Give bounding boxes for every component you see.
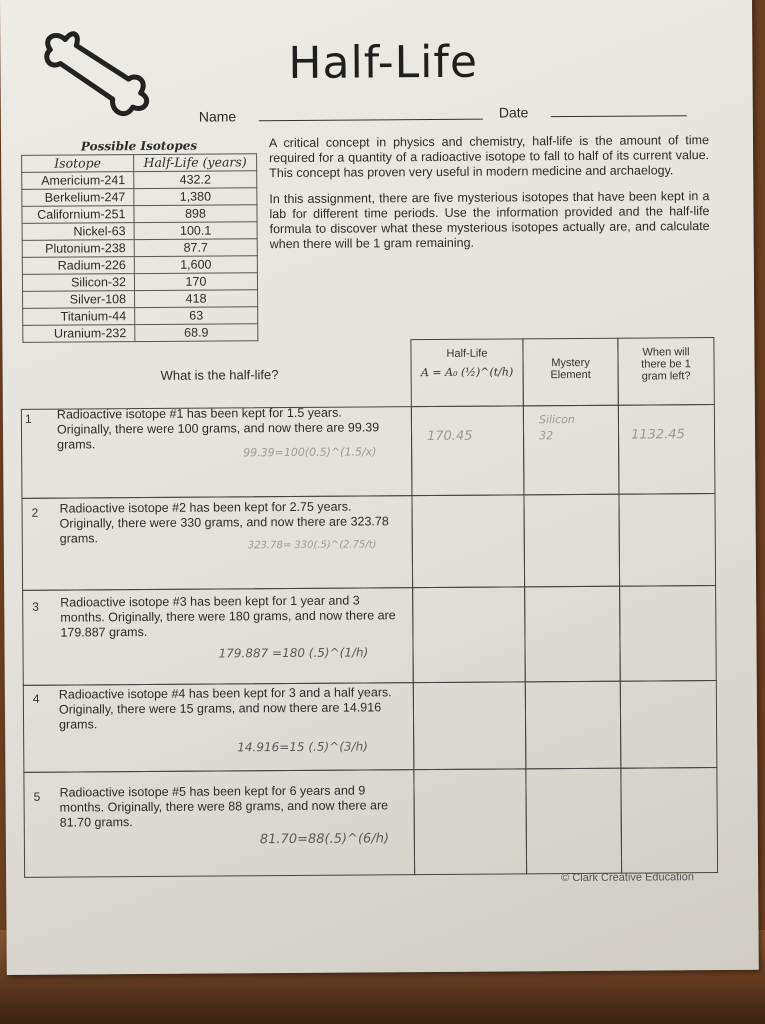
isotope-halflife: 1,600 [134, 256, 257, 274]
handwritten-work: 14.916=15 (.5)^(3/h) [237, 739, 368, 755]
question-row-5 [23, 777, 718, 878]
handwritten-work: 99.39=100(0.5)^(1.5/x) [243, 445, 377, 460]
question-text: Radioactive isotope #4 has been kept for 3 and a half years. Originally, there were 15 grams, and now there are 14.916 grams. [58, 685, 392, 732]
element-answer-cell-2[interactable] [523, 494, 620, 588]
isotope-name: Radium-226 [22, 257, 134, 275]
isotope-name: Plutonium-238 [22, 240, 134, 258]
handwritten-work: 179.887 =180 (.5)^(1/h) [218, 645, 369, 661]
element-answer-cell-4[interactable] [525, 681, 622, 770]
halflife-header-cell [410, 338, 523, 407]
handwritten-work: 81.70=88(.5)^(6/h) [259, 831, 390, 848]
question-text: Radioactive isotope #5 has been kept for 6 years and 9 months. Originally, there were 88 grams, and now there are 81.70 grams. [59, 783, 389, 830]
element-answer-cell-5-body[interactable] [525, 778, 622, 875]
question-number: 4 [32, 691, 40, 706]
when-header: When will there be 1 gram left? [641, 346, 691, 383]
handwritten-work: 323.78= 330(.5)^(2.75/t) [247, 539, 377, 552]
halflife-answer-cell-2[interactable] [411, 494, 525, 588]
page-title: Half-Life [288, 36, 479, 89]
when-answer-cell-3[interactable] [619, 585, 717, 682]
handwritten-when: 1132.45 [631, 427, 685, 443]
bone-icon [40, 21, 156, 122]
mystery-header: Mystery Element [550, 356, 591, 382]
isotope-table-caption: Possible Isotopes [21, 137, 256, 155]
question-number: 1 [24, 411, 32, 426]
halflife-answer-cell-3[interactable] [412, 586, 526, 683]
isotope-name: Americium-241 [22, 172, 134, 190]
isotope-halflife: 432.2 [134, 171, 257, 189]
mystery-header-cell [522, 338, 618, 407]
intro-paragraph-2: In this assignment, there are five mysterious isotopes that have been kept in a lab for different time periods. Use the information provided and the half-life formula to discover what these mysterious isotopes actually are, and calculate when there will be 1 gram remaining. [269, 189, 710, 252]
isotope-halflife: 100.1 [134, 222, 257, 240]
halflife-answer-cell-4[interactable] [413, 681, 527, 770]
table-row [22, 188, 257, 207]
question-text: Radioactive isotope #2 has been kept for 2.75 years. Originally, there were 330 grams, and now there are 323.78 grams. [59, 499, 389, 546]
questions-table [20, 337, 717, 782]
handwritten-element: Silicon 32 [538, 412, 575, 443]
isotope-name: Silver-108 [23, 291, 135, 309]
question-header: What is the half-life? [160, 367, 279, 383]
isotope-name: Nickel-63 [22, 223, 134, 241]
halflife-header: Half-Life [446, 347, 488, 360]
date-label: Date [498, 104, 529, 121]
name-label: Name [198, 108, 237, 125]
table-row [22, 256, 257, 275]
name-blank[interactable] [259, 119, 483, 122]
when-answer-cell-4[interactable] [620, 680, 718, 769]
when-header-cell [617, 337, 714, 406]
date-blank[interactable] [551, 115, 687, 117]
isotope-table [21, 137, 258, 343]
when-answer-cell-2[interactable] [618, 493, 716, 587]
isotope-halflife: 63 [135, 307, 258, 325]
question-number: 5 [33, 789, 41, 804]
isotope-column-header: Isotope [22, 155, 134, 173]
when-answer-cell-5-body[interactable] [620, 777, 718, 874]
table-row [23, 290, 258, 309]
halflife-formula: A = A₀ (½)^(t/h) [420, 365, 514, 380]
intro-paragraph-1: A critical concept in physics and chemistry, half-life is the amount of time required for a quantity of a radioactive isotope to fall to half of its current value. This concept has proven very useful in modern medicine and archaelogy. [268, 133, 710, 181]
halflife-answer-cell-1[interactable] [411, 405, 525, 496]
table-row [23, 307, 258, 326]
isotope-name: Californium-251 [22, 206, 134, 224]
isotope-halflife: 898 [134, 205, 257, 223]
table-row [22, 239, 257, 258]
halflife-column-header: Half-Life (years) [134, 154, 257, 172]
isotope-name: Titanium-44 [23, 308, 135, 326]
table-row [22, 273, 257, 292]
copyright-credit: © Clark Creative Education [561, 871, 695, 885]
isotope-halflife: 87.7 [134, 239, 257, 257]
isotope-name: Silicon-32 [22, 274, 134, 292]
isotope-halflife: 170 [134, 273, 257, 291]
element-answer-cell-3[interactable] [524, 586, 621, 683]
when-answer-cell-1[interactable] [618, 404, 716, 495]
table-row [22, 222, 257, 241]
handwritten-halflife: 170.45 [427, 428, 473, 445]
table-row [22, 171, 257, 190]
isotope-name: Uranium-232 [23, 325, 135, 343]
when-answer-cell-5[interactable] [620, 767, 717, 778]
table-row [22, 205, 257, 224]
isotope-halflife: 418 [135, 290, 258, 308]
question-text: Radioactive isotope #1 has been kept for 1.5 years. Originally, there were 100 grams, and now there are 99.39 grams. [56, 405, 380, 452]
question-text: Radioactive isotope #3 has been kept for 1 year and 3 months. Originally, there were 180 grams, and now there are 179.887 grams. [60, 593, 396, 640]
intro-text [269, 133, 710, 263]
halflife-answer-cell-5-body[interactable] [413, 778, 527, 875]
isotope-halflife: 68.9 [135, 324, 258, 342]
isotope-name: Berkelium-247 [22, 189, 134, 207]
element-answer-cell-5[interactable] [525, 768, 621, 779]
question-number: 3 [32, 599, 39, 614]
question-number: 2 [31, 505, 39, 520]
isotope-halflife: 1,380 [134, 188, 257, 206]
